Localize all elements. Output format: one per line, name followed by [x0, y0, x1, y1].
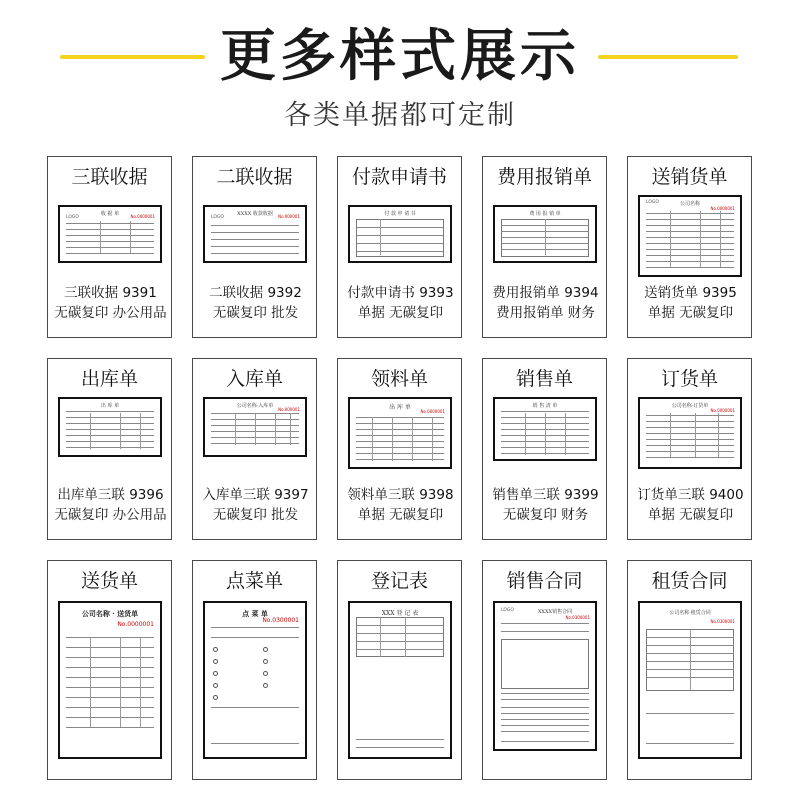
product-card[interactable]	[627, 560, 752, 780]
thumbnail-title: 销 售 清 单	[532, 403, 558, 409]
product-desc: 二联收据 9392	[209, 285, 302, 301]
form-thumbnail	[493, 397, 597, 461]
product-name: 送销货单	[651, 166, 728, 188]
thumbnail-serial: No.0000001	[420, 409, 445, 414]
thumbnail-serial: No.0300001	[262, 617, 299, 624]
product-name: 送货单	[80, 570, 138, 592]
product-card[interactable]	[482, 560, 607, 780]
product-name: 付款申请书	[351, 166, 447, 188]
product-tags: 费用报销单 财务	[496, 305, 595, 321]
product-desc: 付款申请书 9393	[347, 285, 454, 301]
product-name: 入库单	[225, 368, 283, 390]
product-desc: 费用报销单 9394	[492, 285, 599, 301]
product-desc: 送销货单 9395	[644, 285, 737, 301]
product-name: 订货单	[660, 368, 718, 390]
thumbnail-serial: No.0000001	[710, 206, 735, 211]
form-thumbnail	[348, 397, 452, 469]
product-name: 租赁合同	[651, 570, 728, 592]
product-tags: 单据 无碳复印	[647, 305, 734, 321]
product-card[interactable]	[627, 358, 752, 540]
product-name: 出库单	[80, 368, 138, 390]
form-thumbnail	[638, 195, 742, 277]
form-thumbnail	[203, 601, 307, 759]
thumbnail-logo: LOGO	[66, 215, 79, 220]
form-thumbnail	[203, 205, 307, 263]
form-thumbnail	[493, 601, 597, 751]
page-subtitle: 各类单据都可定制	[284, 100, 516, 131]
thumbnail-title: 公司名称·租赁合同	[669, 610, 711, 616]
thumbnail-serial: No.000001	[278, 407, 300, 412]
product-card[interactable]	[192, 156, 317, 338]
thumbnail-title: 付 款 申 请 书	[384, 211, 416, 217]
form-thumbnail	[638, 601, 742, 759]
product-card[interactable]	[337, 156, 462, 338]
thumbnail-title: XXXX 收款收据	[237, 211, 273, 217]
page-title: 更多样式展示	[220, 24, 580, 89]
product-tags: 无碳复印 批发	[212, 507, 299, 523]
form-thumbnail	[58, 397, 162, 457]
thumbnail-title: XXX 登 记 表	[381, 610, 419, 617]
product-card[interactable]	[337, 560, 462, 780]
product-card[interactable]	[192, 358, 317, 540]
thumbnail-logo: LOGO	[646, 200, 659, 205]
product-card[interactable]	[482, 156, 607, 338]
product-name: 点菜单	[225, 570, 283, 592]
product-card[interactable]	[47, 560, 172, 780]
thumbnail-title: 点 菜 单	[242, 609, 268, 618]
product-name: 销售单	[515, 368, 573, 390]
product-tags: 单据 无碳复印	[357, 507, 444, 523]
thumbnail-title: 公司名称·入库单	[236, 403, 274, 409]
product-tags: 无碳复印 办公用品	[54, 305, 167, 321]
product-desc: 订货单三联 9400	[637, 487, 744, 503]
thumbnail-serial: No.000001	[278, 214, 300, 219]
form-thumbnail	[58, 601, 162, 759]
thumbnail-title: 公司名称·订货单	[671, 403, 709, 409]
product-tags: 单据 无碳复印	[357, 305, 444, 321]
product-card[interactable]	[627, 156, 752, 338]
product-name: 二联收据	[216, 166, 293, 188]
product-name: 领料单	[370, 368, 428, 390]
product-desc: 入库单三联 9397	[202, 487, 309, 503]
thumbnail-title: 公司名称	[679, 201, 700, 207]
product-card[interactable]	[482, 358, 607, 540]
thumbnail-serial: No.0000001	[710, 408, 735, 413]
thumbnail-title: 出 库 单	[389, 404, 411, 411]
form-thumbnail	[203, 397, 307, 457]
product-card[interactable]	[192, 560, 317, 780]
product-card[interactable]	[47, 156, 172, 338]
product-name: 销售合同	[506, 570, 583, 592]
product-card[interactable]	[47, 358, 172, 540]
thumbnail-title: 费 用 报 销 单	[529, 211, 561, 217]
product-desc: 销售单三联 9399	[492, 487, 599, 503]
product-name: 三联收据	[71, 166, 148, 188]
thumbnail-title: 出 库 单	[100, 403, 120, 409]
product-tags: 无碳复印 批发	[212, 305, 299, 321]
product-tags: 无碳复印 财务	[502, 507, 589, 523]
product-name: 费用报销单	[496, 166, 592, 188]
form-thumbnail	[348, 601, 452, 759]
thumbnail-serial: No.0300001	[710, 619, 735, 624]
thumbnail-logo: LOGO	[211, 215, 224, 220]
form-thumbnail	[348, 205, 452, 263]
thumbnail-logo: LOGO	[501, 608, 514, 613]
product-name: 登记表	[370, 570, 428, 592]
thumbnail-serial: No.0000001	[130, 214, 155, 219]
product-desc: 出库单三联 9396	[57, 487, 164, 503]
thumbnail-serial: No.0300001	[565, 615, 590, 620]
thumbnail-title: 收 据 单	[100, 211, 120, 217]
form-thumbnail	[58, 205, 162, 263]
product-tags: 单据 无碳复印	[647, 507, 734, 523]
product-card[interactable]	[337, 358, 462, 540]
product-tags: 无碳复印 办公用品	[54, 507, 167, 523]
form-thumbnail	[493, 205, 597, 263]
thumbnail-title: 公司名称 · 送货单	[81, 609, 139, 618]
thumbnail-serial: No.0000001	[117, 621, 154, 628]
product-desc: 三联收据 9391	[64, 285, 157, 301]
product-desc: 领料单三联 9398	[347, 487, 454, 503]
thumbnail-title: XXXX销售合同	[537, 609, 573, 615]
form-thumbnail	[638, 397, 742, 469]
